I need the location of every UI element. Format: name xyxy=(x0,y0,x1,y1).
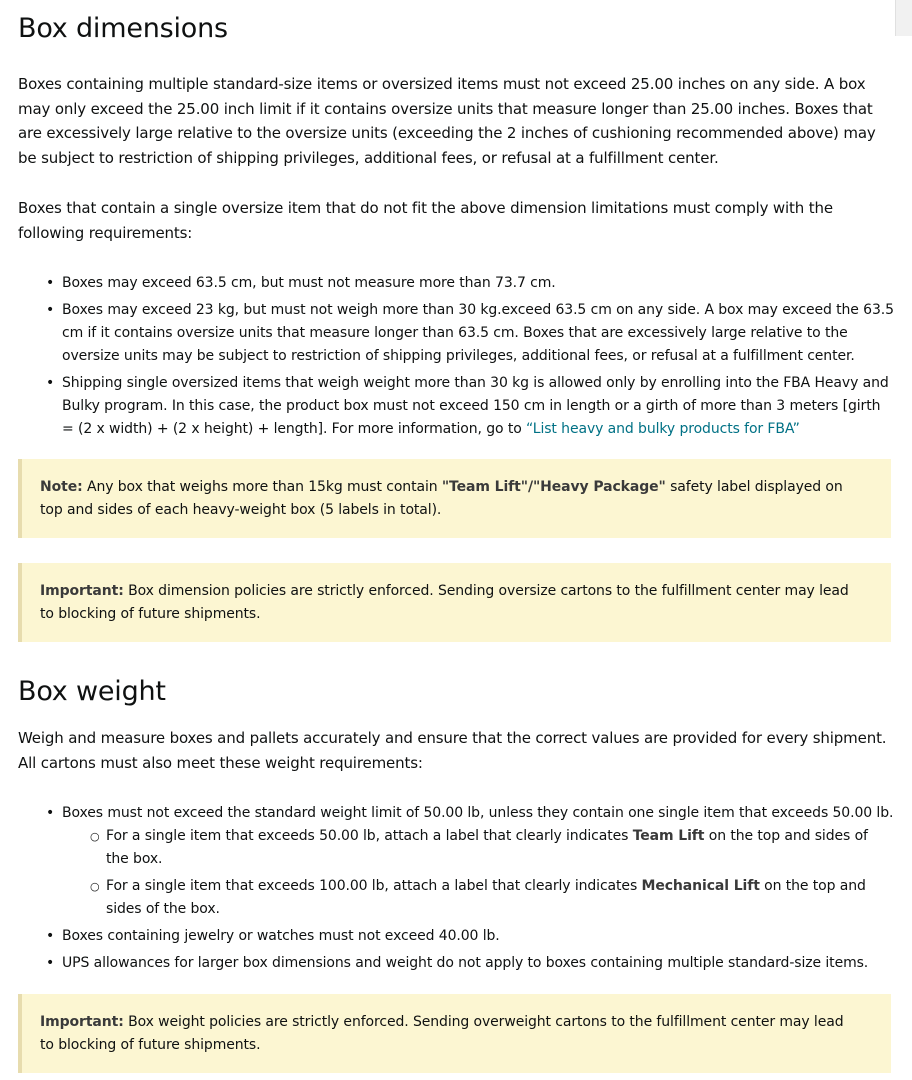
note-label: Note: xyxy=(40,479,83,495)
important-label: Important: xyxy=(40,583,124,599)
important-label: Important: xyxy=(40,1014,124,1030)
list-item: • Boxes containing jewelry or watches must not exceed 40.00 lb. xyxy=(18,925,894,948)
list-item: • Shipping single oversized items that weigh weight more than 30 kg is allowed only by enrolling into the FBA Heavy and Bulky program. In this case, the product box must not exceed 150 cm in length or a girth of more than 3 meters [girth = (2 x width) + (2 x height) + length]. For more information, go to “List heavy and bulky products for FBA” xyxy=(18,372,894,441)
note-label-bold: "Team Lift"/"Heavy Package" xyxy=(441,479,666,495)
sub-list-item: ○ For a single item that exceeds 50.00 lb, attach a label that clearly indicates Team Lift on the top and sides of the box. xyxy=(62,825,894,871)
weight-requirements-list xyxy=(18,802,894,975)
bullet-icon: • xyxy=(46,275,55,291)
important-callout-weight: Important: Box weight policies are strictly enforced. Sending overweight cartons to the fulfillment center may lead to blocking of future shipments. xyxy=(18,994,891,1073)
bullet-icon: • xyxy=(46,805,55,821)
dimensions-paragraph-2: Boxes that contain a single oversize item that do not fit the above dimension limitations must comply with the following requirements: xyxy=(18,199,833,242)
dimensions-requirements-list xyxy=(18,272,894,441)
weight-paragraph-1: Weigh and measure boxes and pallets accurately and ensure that the correct values are provided for every shipment. All cartons must also meet these weight requirements: xyxy=(18,729,887,772)
bullet-icon: • xyxy=(46,955,55,971)
bullet-icon: • xyxy=(46,302,55,318)
heavy-bulky-products-link[interactable]: “List heavy and bulky products for FBA” xyxy=(526,421,800,437)
list-item: • Boxes may exceed 63.5 cm, but must not measure more than 73.7 cm. xyxy=(18,272,894,295)
section-title-box-dimensions: Box dimensions xyxy=(18,13,228,44)
section-title-box-weight: Box weight xyxy=(18,676,166,707)
list-item: • Boxes may exceed 23 kg, but must not weigh more than 30 kg.exceed 63.5 cm on any side. A box may exceed the 63.5 cm if it contains oversize units that measure longer than 63.5 cm. Boxes that are excessively large relative to the oversize units may be subject to restriction of shipping privileges, additional fees, or refusal at a fulfillment center. xyxy=(18,299,894,368)
list-item: • Boxes must not exceed the standard weight limit of 50.00 lb, unless they contain one single item that exceeds 50.00 lb. ○ For a single item that exceeds 50.00 lb, attach a label that clearly indicates Team Lift on the top and sides of the box. ○ For a single item that exceeds 100.00 lb, attach a label that clearly indicates Mechanical Lift on the top and sides of the box. xyxy=(18,802,894,921)
circle-bullet-icon: ○ xyxy=(90,830,100,843)
weight-sub-list xyxy=(62,825,894,921)
important-callout-dimensions: Important: Box dimension policies are strictly enforced. Sending oversize cartons to the fulfillment center may lead to blocking of future shipments. xyxy=(18,563,891,642)
bullet-icon: • xyxy=(46,928,55,944)
scrollbar[interactable] xyxy=(895,0,912,36)
note-callout: Note: Any box that weighs more than 15kg must contain "Team Lift"/"Heavy Package" safety label displayed on top and sides of each heavy-weight box (5 labels in total). xyxy=(18,459,891,538)
dimensions-paragraph-1: Boxes containing multiple standard-size items or oversized items must not exceed 25.00 inches on any side. A box may only exceed the 25.00 inch limit if it contains oversize units that measure longer than 25.00 inches. Boxes that are excessively large relative to the oversize units (exceeding the 2 inches of cushioning recommended above) may be subject to restriction of shipping privileges, additional fees, or refusal at a fulfillment center. xyxy=(18,75,876,167)
circle-bullet-icon: ○ xyxy=(90,880,100,893)
bullet-icon: • xyxy=(46,375,55,391)
sub-list-item: ○ For a single item that exceeds 100.00 lb, attach a label that clearly indicates Mechanical Lift on the top and sides of the box. xyxy=(62,875,894,921)
list-item: • UPS allowances for larger box dimensions and weight do not apply to boxes containing multiple standard-size items. xyxy=(18,952,894,975)
